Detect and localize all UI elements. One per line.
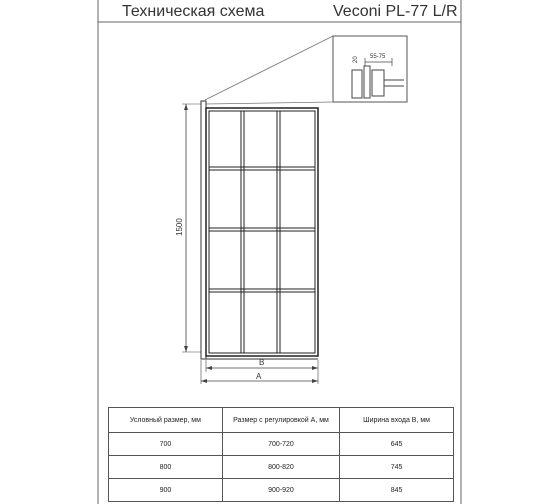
height-arrow-top [184,104,188,110]
width-a-arrow-right [312,379,318,383]
table-header-row [109,408,454,433]
width-b-dimension [206,358,318,372]
height-label: 1500 [175,218,184,236]
panel-outer-frame [206,108,318,356]
cell-nominal: 700 [109,433,223,456]
detail-gap-label: 20 [353,56,359,63]
cell-nominal: 800 [109,456,223,479]
callout-leader-bottom [205,102,333,104]
cell-adjusted: 800-820 [222,456,339,479]
cell-nominal: 900 [109,479,223,502]
header-adjusted-size: Размер с регулировкой А, мм [222,408,339,433]
height-arrow-bottom [184,346,188,352]
table-row [109,479,454,502]
table-row [109,456,454,479]
header-entry-width: Ширина входа В, мм [340,408,454,433]
cell-adjusted: 900-920 [222,479,339,502]
height-dimension [175,104,204,352]
dimensions-table [108,407,454,502]
hinge-detail-callout [205,36,407,104]
width-b-label: B [259,358,265,367]
glass-panel [206,108,318,356]
width-a-label: A [256,372,262,381]
cell-entry: 845 [340,479,454,502]
width-b-arrow-right [312,366,318,370]
table-row [109,433,454,456]
cell-entry: 745 [340,456,454,479]
detail-range-label: 55-75 [370,54,386,60]
width-a-arrow-left [201,379,207,383]
width-b-arrow-left [206,366,212,370]
model-name: Veconi PL-77 L/R [333,3,458,20]
header-nominal-size: Условный размер, мм [109,408,223,433]
cell-entry: 645 [340,433,454,456]
callout-leader-top [205,36,333,100]
cell-adjusted: 700-720 [222,433,339,456]
sheet-title: Техническая схема [122,3,265,20]
